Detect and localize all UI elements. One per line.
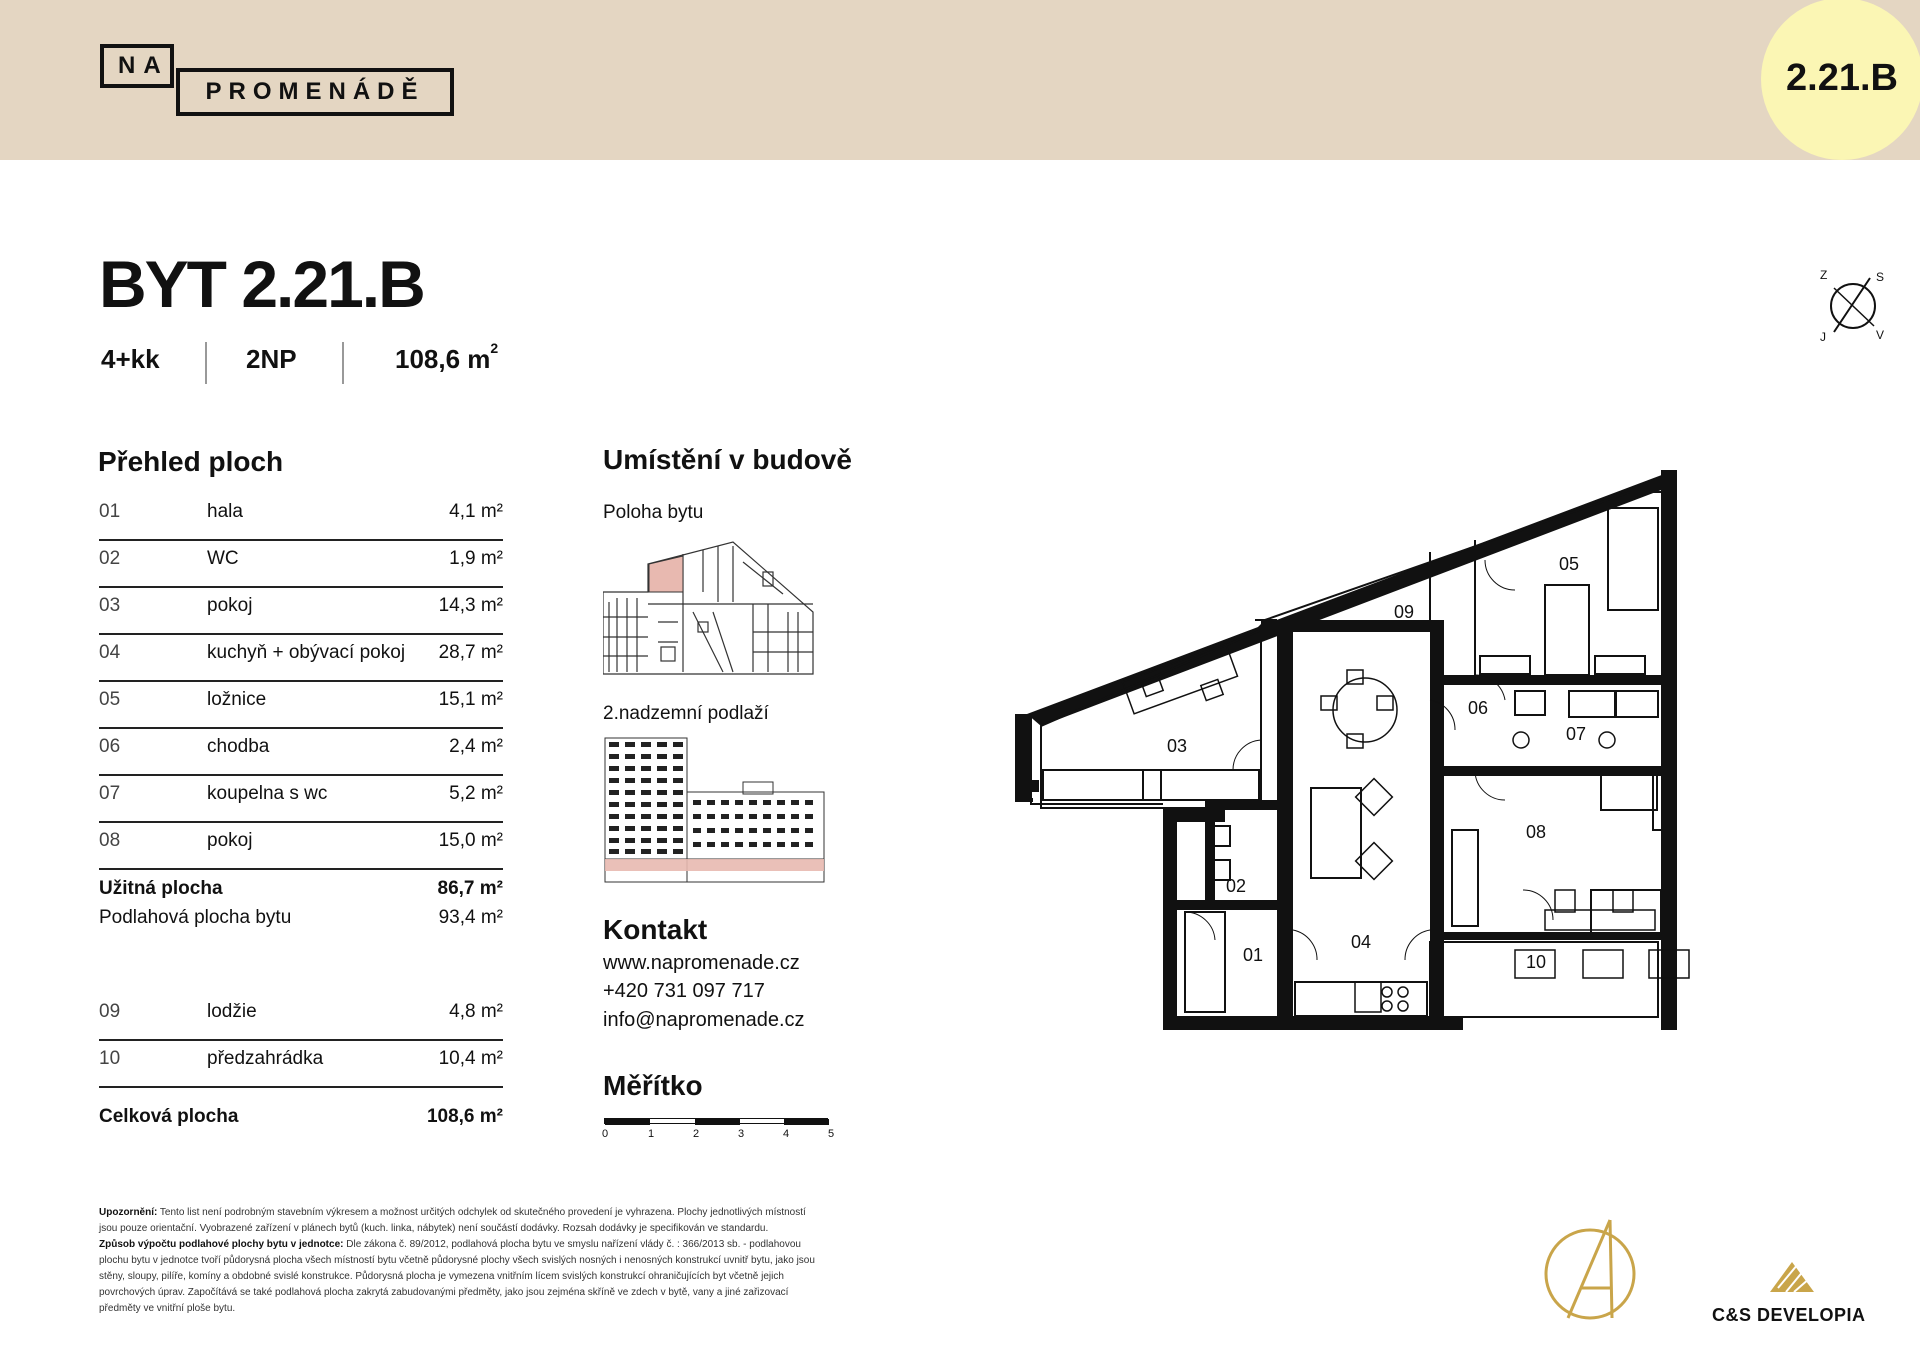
disclaimer-warning-text: Tento list není podrobným stavebním výkresem a možnost určitých odchylek od skutečného provedení je vyhrazena. Plochy jednotlivých místností jsou pouze orientační. Vyobrazené zařízení v plánech bytů (kuch. linka, nábytek) není součástí dodávky. Rozsah dodávky je specifikován ve standardu. (99, 1207, 806, 1234)
table-row (99, 821, 503, 870)
table-row (99, 633, 503, 682)
usable-label: Užitná plocha (99, 878, 223, 899)
room-name: předzahrádka (207, 1048, 324, 1069)
scale-segment (695, 1119, 740, 1125)
disclaimer (99, 1205, 824, 1317)
room-name: WC (207, 548, 239, 569)
building-elevation (603, 734, 828, 884)
compass-label: Z (1820, 268, 1828, 282)
unit-area-value: 108,6 m (395, 344, 491, 374)
plan-label: 03 (1167, 736, 1188, 756)
location-heading: Umístění v budově (603, 444, 852, 475)
room-area: 4,1 m² (449, 501, 503, 522)
table-row (99, 539, 503, 588)
disclaimer-method-text: Dle zákona č. 89/2012, podlahová plocha bytu ve smyslu nařízení vlády č. : 366/2013 sb. - podlahovou plochu bytu v jednotce tvoří půdorysná plocha všech místností bytu včetně půdorysné plochy všech svislých nosných i nenosných konstrukcí uvnitř bytu, jako jsou stěny, sloupy, pilíře, komíny a obdobné svislé konstrukce. Půdorysná plocha je vymezena vnitřním lícem svislých konstrukcí ohraničujících byt včetně jejich povrchových úprav. Započítává se také podlahová plocha zakrytá zabudovanými předměty, jako jsou zejména skříně ve zdech v bytě, vany a jiné zařizovací předměty ve vnitřní ploše bytu. (99, 1239, 815, 1314)
floor-area-value: 93,4 m² (438, 907, 503, 928)
room-name: lodžie (207, 1001, 257, 1022)
unit-badge: 2.21.B (1761, 0, 1920, 160)
plan-label: 09 (1394, 602, 1415, 622)
table-row (99, 1039, 503, 1088)
room-area: 1,9 m² (449, 548, 503, 569)
compass-label: S (1876, 270, 1885, 284)
gold-monogram-logo (1542, 1218, 1638, 1326)
room-name: pokoj (207, 595, 253, 616)
room-name: pokoj (207, 830, 253, 851)
compass-label: V (1876, 328, 1885, 342)
room-no: 01 (99, 501, 121, 522)
room-area: 15,1 m² (438, 689, 503, 710)
floor-plan (1015, 470, 1910, 1030)
unit-floor: 2NP (246, 344, 297, 374)
contact-heading: Kontakt (603, 914, 708, 945)
plan-label: 07 (1566, 724, 1587, 744)
room-area: 10,4 m² (438, 1048, 503, 1069)
room-area: 14,3 m² (438, 595, 503, 616)
table-row (99, 680, 503, 729)
scale-tick: 1 (648, 1128, 655, 1140)
room-name: ložnice (207, 689, 267, 710)
plan-label: 01 (1243, 945, 1264, 965)
scale-tick: 2 (693, 1128, 700, 1140)
table-row (99, 774, 503, 823)
room-no: 06 (99, 736, 121, 757)
contact-email-link[interactable]: info@napromenade.cz (603, 1009, 805, 1031)
divider (205, 342, 207, 384)
room-no: 09 (99, 1001, 121, 1022)
room-no: 05 (99, 689, 121, 710)
logo-line2: PROMENÁDĚ (176, 68, 454, 116)
floor-area-label: Podlahová plocha bytu (99, 907, 292, 928)
plan-label: 08 (1526, 822, 1547, 842)
scale-segment (605, 1119, 650, 1125)
developia-logo-icon (1768, 1258, 1816, 1294)
scale-segment (784, 1119, 829, 1125)
room-no: 04 (99, 642, 121, 663)
room-area: 5,2 m² (449, 783, 503, 804)
room-name: koupelna s wc (207, 783, 328, 804)
contact-web-link[interactable]: www.napromenade.cz (603, 952, 800, 974)
room-no: 02 (99, 548, 121, 569)
room-name: chodba (207, 736, 270, 757)
page-title: BYT 2.21.B (99, 247, 424, 321)
brand-logo[interactable] (100, 44, 456, 116)
table-row (99, 586, 503, 635)
plan-label: 10 (1526, 952, 1547, 972)
compass-icon (1820, 268, 1886, 344)
table-row (99, 492, 503, 541)
room-name: kuchyň + obývací pokoj (207, 642, 406, 663)
scale-bar (604, 1118, 828, 1124)
room-no: 10 (99, 1048, 121, 1069)
room-area: 2,4 m² (449, 736, 503, 757)
plan-label: 02 (1226, 876, 1247, 896)
table-row (99, 727, 503, 776)
room-area: 4,8 m² (449, 1001, 503, 1022)
usable-value: 86,7 m² (437, 878, 503, 899)
table-row (99, 992, 503, 1041)
room-no: 08 (99, 830, 121, 851)
room-area: 15,0 m² (438, 830, 503, 851)
room-no: 07 (99, 783, 121, 804)
room-area: 28,7 m² (438, 642, 503, 663)
floor-label: 2.nadzemní podlaží (603, 703, 769, 724)
building-position-map (603, 532, 823, 677)
room-no: 03 (99, 595, 121, 616)
plan-label: 05 (1559, 554, 1580, 574)
developer-name: C&S DEVELOPIA (1712, 1305, 1866, 1325)
disclaimer-method-label: Způsob výpočtu podlahové plochy bytu v jednotce: (99, 1239, 344, 1250)
contact-phone-link[interactable]: +420 731 097 717 (603, 980, 765, 1002)
logo-line1: NA (100, 44, 174, 88)
unit-area (395, 340, 499, 375)
position-label: Poloha bytu (603, 502, 704, 523)
scale-tick: 4 (783, 1128, 790, 1140)
divider (342, 342, 344, 384)
scale-tick: 3 (738, 1128, 745, 1140)
room-name: hala (207, 501, 243, 522)
compass-label: J (1820, 330, 1826, 344)
scale-heading: Měřítko (603, 1070, 703, 1101)
disclaimer-warning-label: Upozornění: (99, 1207, 158, 1218)
scale-tick: 0 (602, 1128, 609, 1140)
scale-tick: 5 (828, 1128, 835, 1140)
overview-heading: Přehled ploch (98, 446, 284, 477)
unit-area-sup: 2 (490, 340, 499, 356)
total-value: 108,6 m² (426, 1106, 503, 1127)
total-label: Celková plocha (99, 1106, 239, 1127)
plan-label: 04 (1351, 932, 1372, 952)
unit-layout: 4+kk (101, 344, 160, 374)
plan-label: 06 (1468, 698, 1489, 718)
